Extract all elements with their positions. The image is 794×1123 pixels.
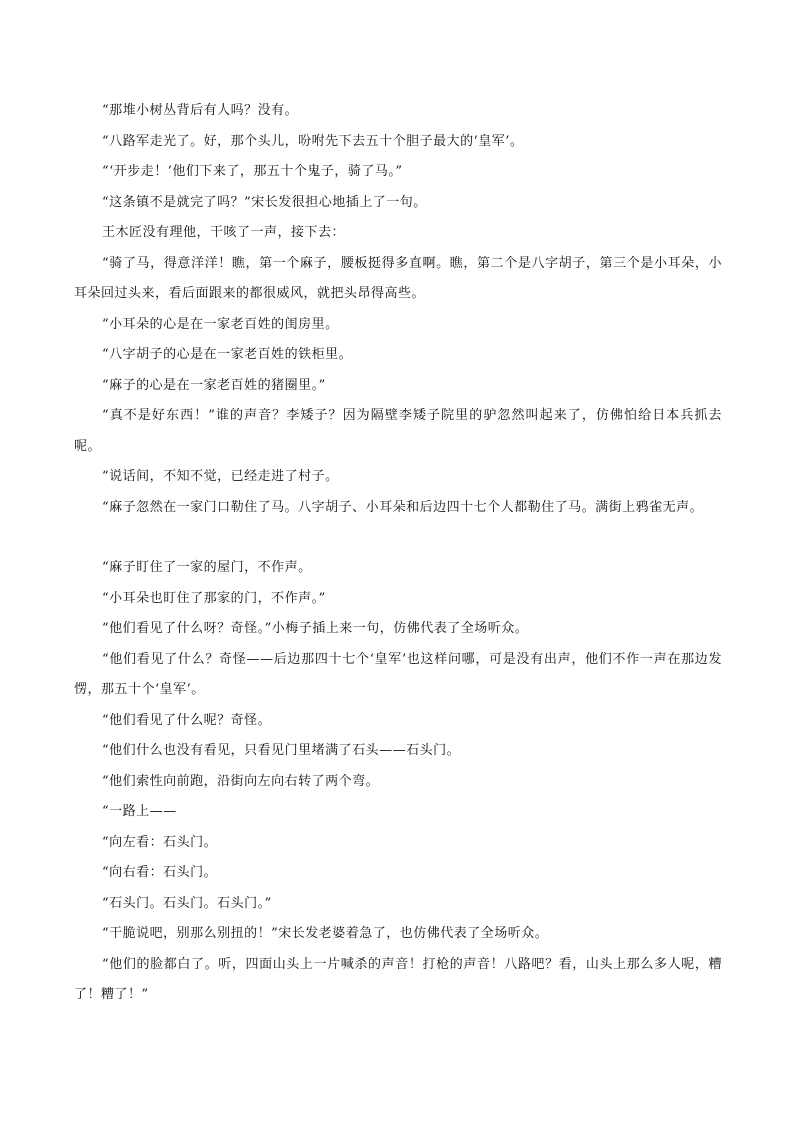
paragraph: “他们什么也没有看见，只看见门里堵满了石头——石头门。	[102, 743, 461, 758]
paragraph: “小耳朵的心是在一家老百姓的闺房里。	[102, 316, 339, 332]
paragraph: “麻子的心是在一家老百姓的猪圈里。”	[102, 377, 326, 393]
paragraph: “他们看见了什么呢？奇怪。	[102, 712, 272, 728]
paragraph: 王木匠没有理他，干咳了一声，接下去：	[102, 225, 346, 240]
paragraph: “真不是好东西！”谁的声音？李矮子？因为隔壁李矮子院里的驴忽然叫起来了，仿佛怕给日本兵抓去呢。	[74, 408, 722, 454]
paragraph: “八字胡子的心是在一家老百姓的铁柜里。	[102, 347, 353, 362]
paragraph: “向左看：石头门。	[102, 834, 218, 850]
paragraph: “这条镇不是就完了吗？”宋长发很担心地插上了一句。	[102, 194, 427, 210]
paragraph: “他们索性向前跑，沿街向左向右转了两个弯。	[102, 773, 380, 789]
paragraph: “石头门。石头门。石头门。”	[102, 895, 272, 911]
paragraph: “说话间，不知不觉，已经走进了村子。	[102, 469, 339, 484]
paragraph: “一路上——	[102, 804, 177, 819]
paragraph: “骑了马，得意洋洋！瞧，第一个麻子，腰板挺得多直啊。瞧，第二个是八字胡子，第三个是小耳朵，小耳朵回过头来，看后面跟来的都很威风，就把头昂得高些。	[74, 255, 722, 301]
paragraph: “干脆说吧，别那么别扭的！”宋长发老婆着急了，也仿佛代表了全场听众。	[102, 926, 549, 941]
paragraph: “他们看见了什么呀？奇怪。”小梅子插上来一句，仿佛代表了全场听众。	[102, 621, 529, 636]
paragraph: “麻子盯住了一家的屋门，不作声。	[102, 560, 312, 575]
paragraph: “麻子忽然在一家门口勒住了马。八字胡子、小耳朵和后边四十七个人都勒住了马。满街上鸦雀无声。	[102, 499, 704, 515]
paragraph: “他们的脸都白了。听，四面山头上一片喊杀的声音！打枪的声音！八路吧？看，山头上那么多人呢，糟了！糟了！”	[74, 956, 722, 1002]
story-text	[74, 96, 722, 1011]
paragraph: “他们看见了什么？奇怪——后边那四十七个‘皇军’也这样问哪，可是没有出声，他们不作一声在那边发愣，那五十个‘皇军’。	[74, 651, 722, 697]
paragraph: “‘开步走！’他们下来了，那五十个鬼子，骑了马。”	[102, 164, 403, 179]
paragraph: “向右看：石头门。	[102, 865, 218, 880]
paragraph: “那堆小树丛背后有人吗？没有。	[102, 103, 299, 118]
paragraph: “八路军走光了。好，那个头儿，吩咐先下去五十个胆子最大的‘皇军’。	[102, 133, 524, 149]
paragraph: “小耳朵也盯住了那家的门，不作声。”	[102, 590, 326, 606]
